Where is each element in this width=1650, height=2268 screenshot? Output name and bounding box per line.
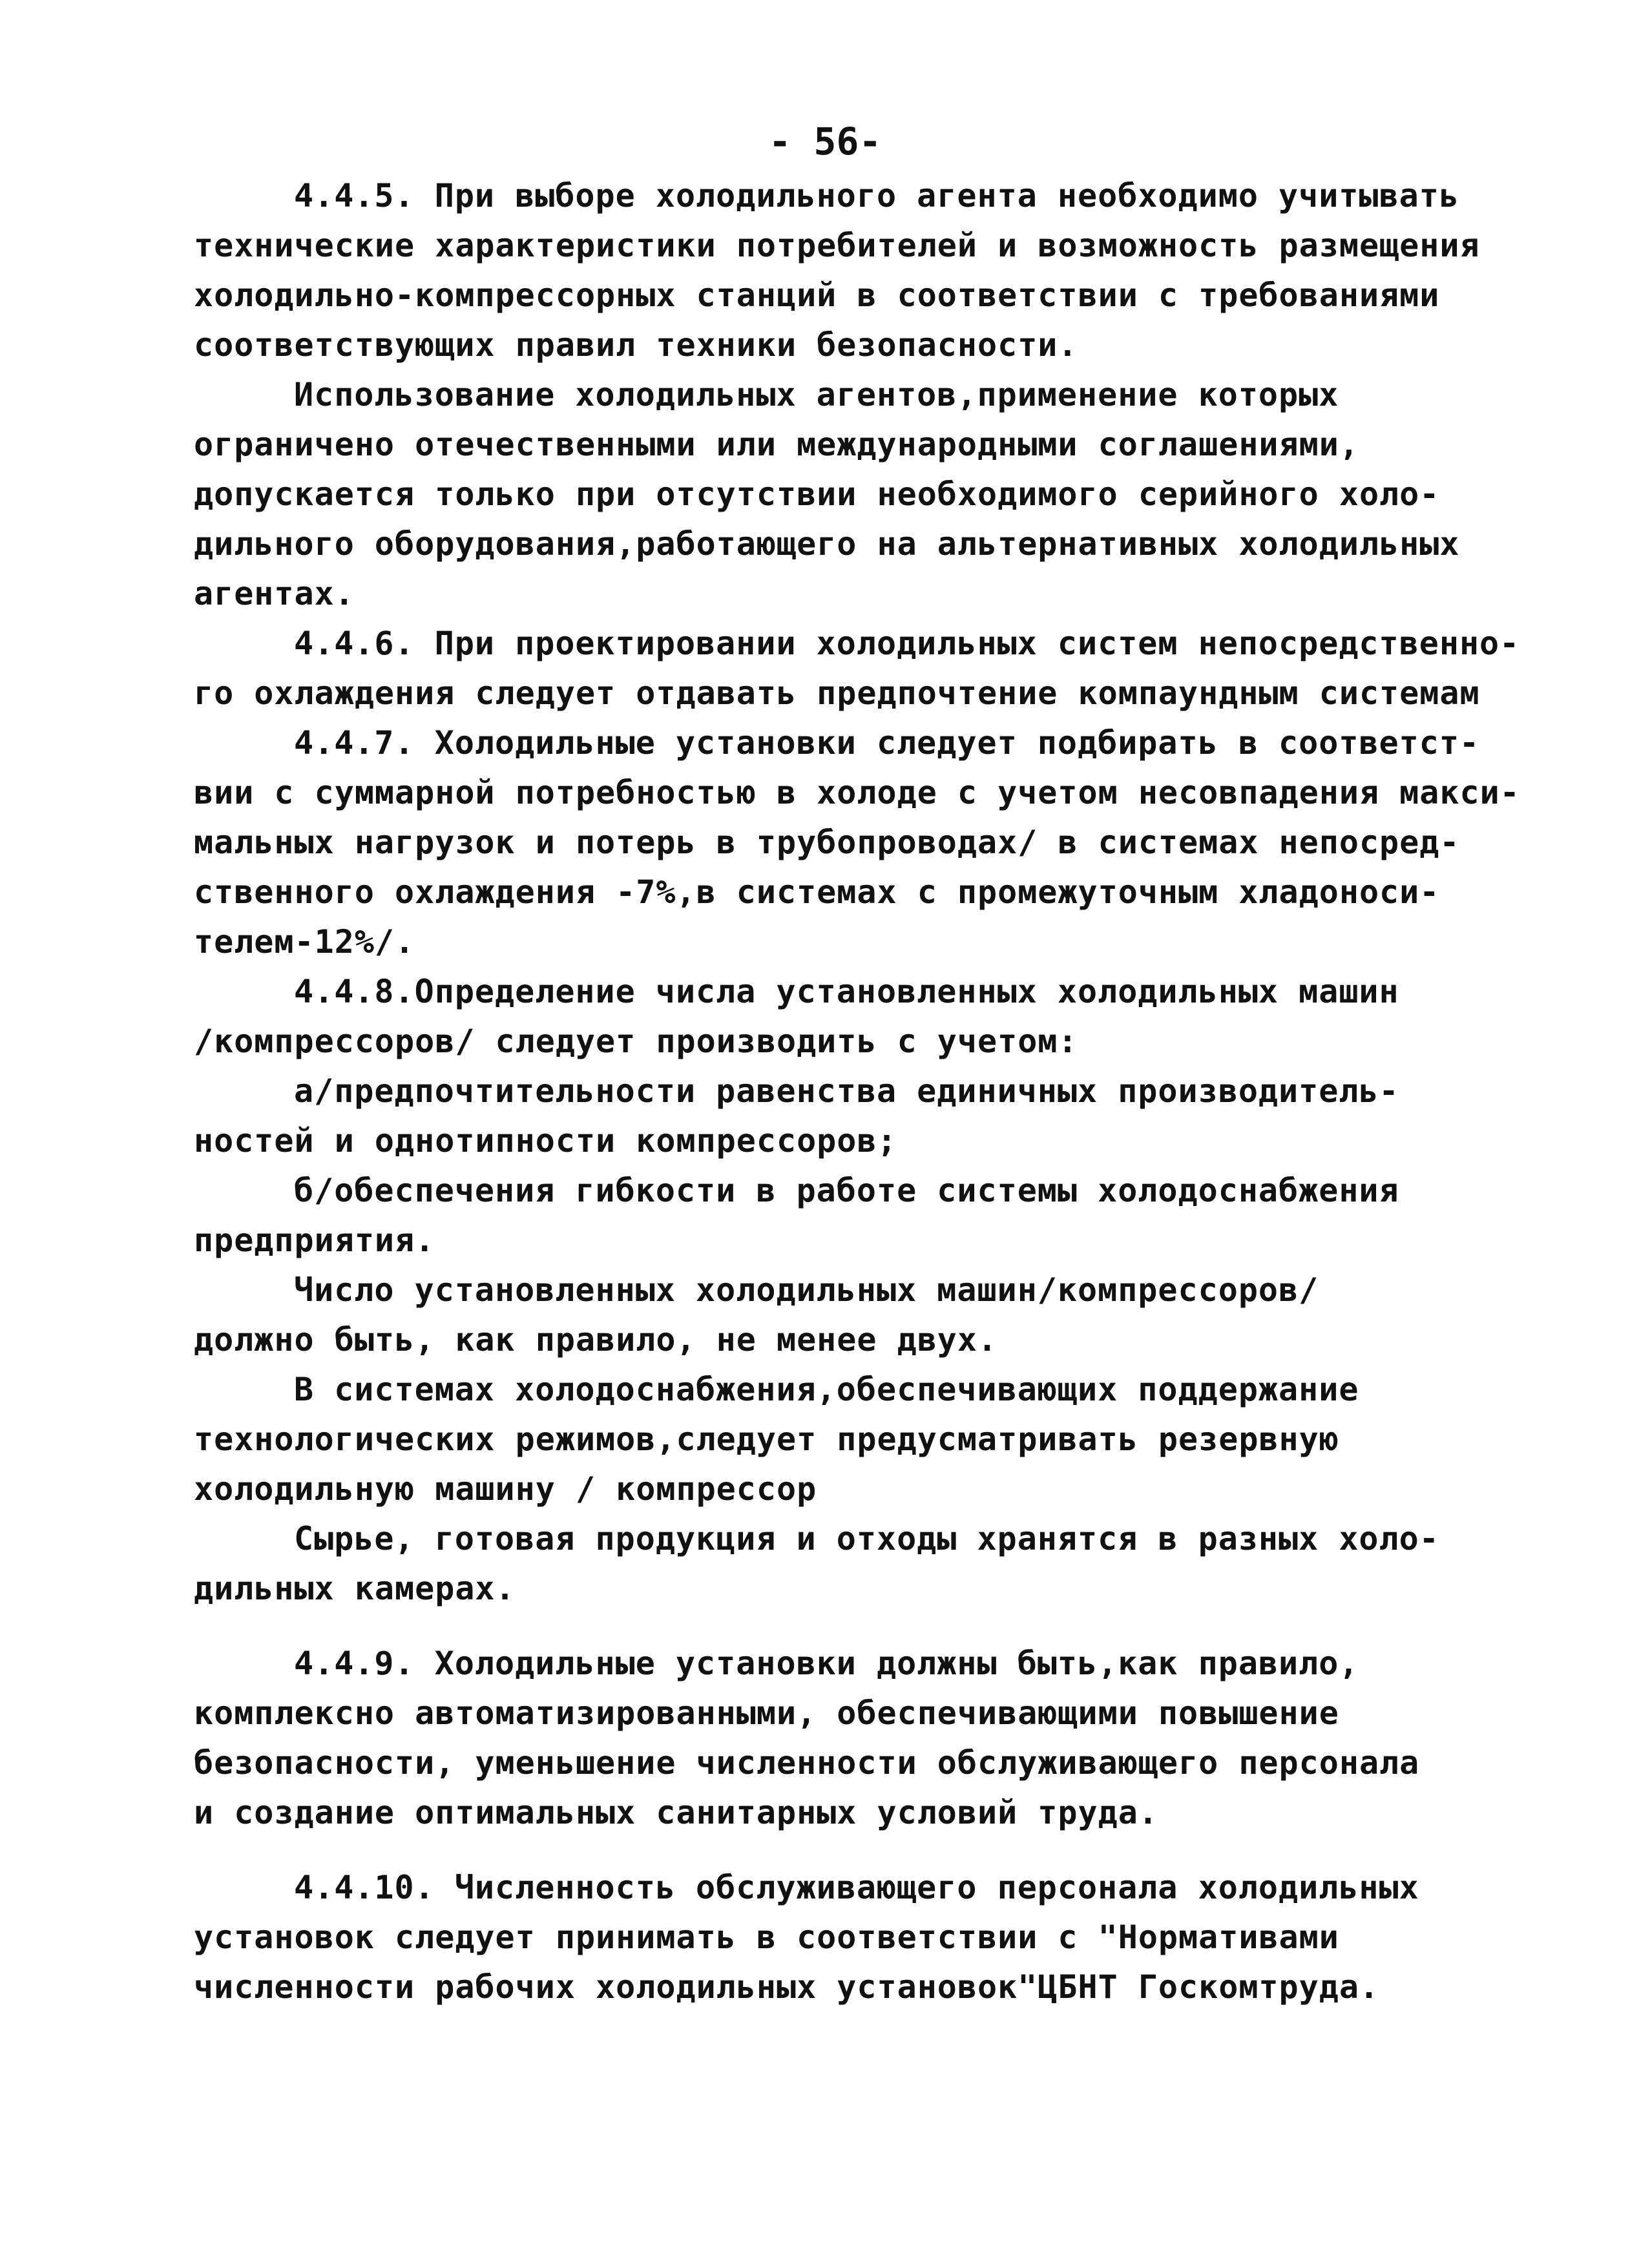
text-line: технические характеристики потребителей и возможность размещения	[194, 227, 1480, 264]
text-line: ограничено отечественными или международными соглашениями,	[194, 426, 1359, 463]
text-line: допускается только при отсутствии необходимого серийного холо-	[194, 475, 1440, 513]
text-line: предприятия.	[194, 1222, 435, 1259]
text-line: агентах.	[194, 575, 355, 612]
text-line: соответствующих правил техники безопасности.	[194, 326, 1078, 364]
text-line: телем-12%/.	[194, 923, 415, 961]
text-line: 4.4.8.Определение числа установленных холодильных машин	[294, 973, 1399, 1010]
text-line: безопасности, уменьшение численности обслуживающего персонала	[194, 1744, 1420, 1782]
text-line: 4.4.10. Численность обслуживающего персонала холодильных	[294, 1869, 1419, 1906]
text-line: б/обеспечения гибкости в работе системы холодоснабжения	[294, 1172, 1399, 1209]
text-line: холодильно-компрессорных станций в соответствии с требованиями	[194, 276, 1440, 314]
text-line: вии с суммарной потребностью в холоде с учетом несовпадения макси-	[194, 774, 1520, 811]
text-line: 4.4.9. Холодильные установки должны быть,как правило,	[294, 1645, 1359, 1682]
text-line: численности рабочих холодильных установок"ЦБНТ Госкомтруда.	[194, 1968, 1380, 2006]
text-line: Число установленных холодильных машин/компрессоров/	[294, 1271, 1319, 1309]
text-line: /компрессоров/ следует производить с учетом:	[194, 1023, 1078, 1060]
text-line: ственного охлаждения -7%,в системах с промежуточным хладоноси-	[194, 873, 1440, 911]
text-line: технологических режимов,следует предусматривать резервную	[194, 1420, 1339, 1458]
text-line: холодильную машину / компрессор	[194, 1470, 817, 1508]
text-line: комплексно автоматизированными, обеспечивающими повышение	[194, 1694, 1339, 1732]
text-line: Использование холодильных агентов,применение которых	[294, 376, 1339, 413]
page-number: - 56-	[768, 120, 882, 163]
text-line: а/предпочтительности равенства единичных производитель-	[294, 1072, 1399, 1110]
text-line: 4.4.5. При выборе холодильного агента необходимо учитывать	[294, 177, 1459, 214]
text-line: мальных нагрузок и потерь в трубопроводах/ в системах непосред-	[194, 824, 1460, 861]
text-line: 4.4.6. При проектировании холодильных систем непосредственно-	[294, 625, 1520, 662]
text-line: установок следует принимать в соответствии с "Нормативами	[194, 1919, 1339, 1956]
text-line: должно быть, как правило, не менее двух.	[194, 1321, 998, 1358]
text-line: 4.4.7. Холодильные установки следует подбирать в соответст-	[294, 724, 1480, 762]
text-line: и создание оптимальных санитарных условий труда.	[194, 1794, 1158, 1831]
text-line: В системах холодоснабжения,обеспечивающих поддержание	[294, 1371, 1359, 1408]
text-line: дильного оборудования,работающего на альтернативных холодильных	[194, 525, 1460, 563]
text-line: дильных камерах.	[194, 1570, 516, 1607]
text-line: Сырье, готовая продукция и отходы хранятся в разных холо-	[294, 1520, 1439, 1557]
text-line: го охлаждения следует отдавать предпочтение компаундным системам	[194, 674, 1480, 712]
text-line: ностей и однотипности компрессоров;	[194, 1122, 897, 1160]
